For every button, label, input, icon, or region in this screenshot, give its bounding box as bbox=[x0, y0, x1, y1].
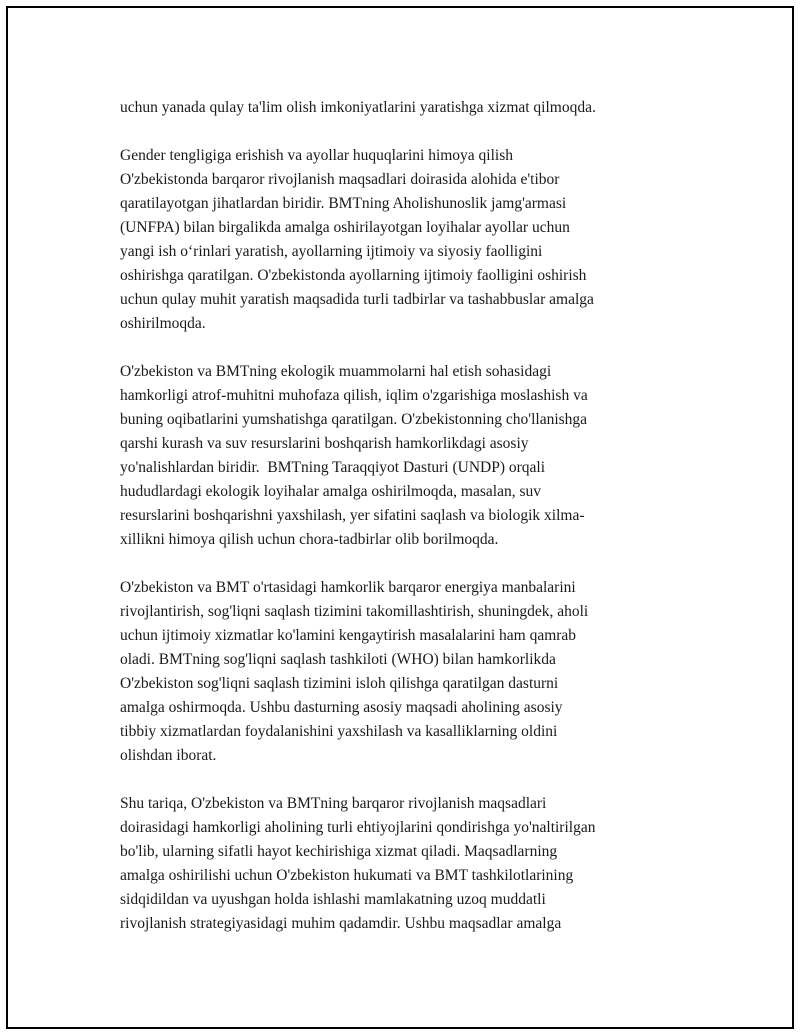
document-page bbox=[6, 6, 794, 1029]
document-body bbox=[120, 96, 688, 960]
paragraph-gender-equality: Gender tengligiga erishish va ayollar huquqlarini himoya qilish O'zbekistonda barqaror rivojlanish maqsadlari doirasida alohida e'tibor qaratilayotgan jihatlardan biridir. BMTning Aholishunoslik jamg'armasi (UNFPA) bilan birgalikda amalga oshirilayotgan loyihalar ayollar uchun yangi ish o‘rinlari yaratish, ayollarning ijtimoiy va siyosiy faolligini oshirishga qaratilgan. O'zbekistonda ayollarning ijtimoiy faolligini oshirish uchun qulay muhit yaratish maqsadida turli tadbirlar va tashabbuslar amalga oshirilmoqda. bbox=[120, 147, 594, 332]
paragraph-continuation: uchun yanada qulay ta'lim olish imkoniyatlarini yaratishga xizmat qilmoqda. bbox=[120, 99, 596, 116]
paragraph-ecology: O'zbekiston va BMTning ekologik muammolarni hal etish sohasidagi hamkorligi atrof-muhitni muhofaza qilish, iqlim o'zgarishiga moslashish va buning oqibatlarini yumshatishga qaratilgan. O'zbekistonning cho'llanishga qarshi kurash va suv resurslarini boshqarish hamkorlikdagi asosiy yo'nalishlardan biridir. BMTning Taraqqiyot Dasturi (UNDP) orqali hududlardagi ekologik loyihalar amalga oshirilmoqda, masalan, suv resurslarini boshqarishni yaxshilash, yer sifatini saqlash va biologik xilma- xillikni himoya qilish uchun chora-tadbirlar olib borilmoqda. bbox=[120, 363, 588, 548]
paragraph-conclusion: Shu tariqa, O'zbekiston va BMTning barqaror rivojlanish maqsadlari doirasidagi hamkorligi aholining turli ehtiyojlarini qondirishga yo'naltirilgan bo'lib, ularning sifatli hayot kechirishiga xizmat qiladi. Maqsadlarning amalga oshirilishi uchun O'zbekiston hukumati va BMT tashkilotlarining sidqidildan va uyushgan holda ishlashi mamlakatning uzoq muddatli rivojlanish strategiyasidagi muhim qadamdir. Ushbu maqsadlar amalga bbox=[120, 795, 596, 932]
paragraph-health-energy: O'zbekiston va BMT o'rtasidagi hamkorlik barqaror energiya manbalarini rivojlantirish, sog'liqni saqlash tizimini takomillashtirish, shuningdek, aholi uchun ijtimoiy xizmatlar ko'lamini kengaytirish masalalarini ham qamrab oladi. BMTning sog'liqni saqlash tashkiloti (WHO) bilan hamkorlikda O'zbekiston sog'liqni saqlash tizimini isloh qilishga qaratilgan dasturni amalga oshirmoqda. Ushbu dasturning asosiy maqsadi aholining asosiy tibbiy xizmatlardan foydalanishini yaxshilash va kasalliklarning oldini olishdan iborat. bbox=[120, 579, 589, 764]
